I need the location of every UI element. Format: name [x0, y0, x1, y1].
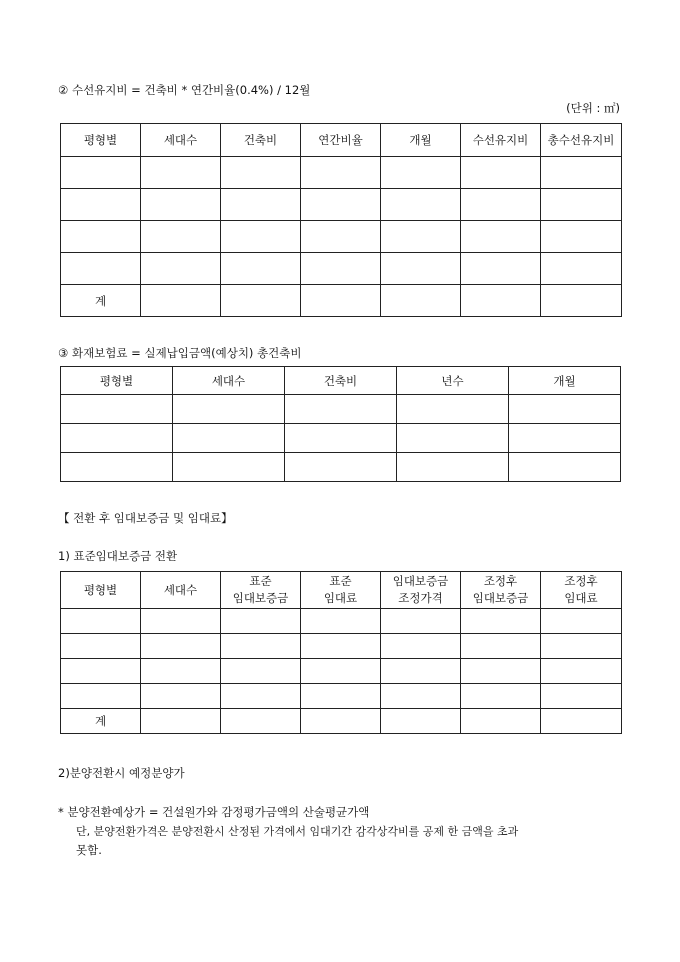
column-header: 건축비 — [285, 367, 397, 395]
column-header: 년수 — [397, 367, 509, 395]
table-row — [61, 453, 621, 482]
column-header: 평형별 — [61, 572, 141, 609]
column-header: 총수선유지비 — [541, 124, 622, 157]
column-header: 세대수 — [141, 124, 221, 157]
sale-heading: 2)분양전환시 예정분양가 — [58, 766, 185, 780]
column-header: 평형별 — [61, 124, 141, 157]
section-title: 【 전환 후 임대보증금 및 임대료】 — [58, 511, 233, 525]
table-row — [61, 634, 622, 659]
column-header: 세대수 — [173, 367, 285, 395]
table-row — [61, 221, 622, 253]
column-header — [461, 572, 541, 609]
header-line-2: 임대보증금 — [232, 591, 289, 605]
table-total-row — [61, 709, 622, 734]
column-header: 개월 — [381, 124, 461, 157]
insurance-table — [60, 366, 621, 482]
total-label: 계 — [61, 285, 141, 317]
deposit-table — [60, 571, 622, 734]
column-header: 건축비 — [221, 124, 301, 157]
header-line-2: 조정가격 — [398, 591, 443, 605]
table-row — [61, 684, 622, 709]
table-row — [61, 424, 621, 453]
column-header — [541, 572, 622, 609]
column-header: 수선유지비 — [461, 124, 541, 157]
table-header-row — [61, 367, 621, 395]
column-header — [221, 572, 301, 609]
column-header: 평형별 — [61, 367, 173, 395]
sale-note-line-3: 못함. — [76, 843, 102, 857]
column-header: 연간비율 — [301, 124, 381, 157]
column-header: 세대수 — [141, 572, 221, 609]
column-header — [381, 572, 461, 609]
deposit-heading: 1) 표준임대보증금 전환 — [58, 549, 178, 563]
header-line-1: 표준 — [329, 574, 352, 588]
header-line-2: 임대료 — [564, 591, 598, 605]
table-row — [61, 659, 622, 684]
header-line-2: 임대보증금 — [472, 591, 529, 605]
header-line-1: 표준 — [249, 574, 272, 588]
header-line-2: 임대료 — [323, 591, 358, 605]
table-row — [61, 157, 622, 189]
table-row — [61, 609, 622, 634]
table-row — [61, 189, 622, 221]
table-header-row — [61, 572, 622, 609]
column-header: 개월 — [509, 367, 621, 395]
total-label: 계 — [61, 709, 141, 734]
maintenance-table — [60, 123, 622, 317]
table-total-row — [61, 285, 622, 317]
table-row — [61, 253, 622, 285]
header-line-1: 조정후 — [483, 574, 518, 588]
header-line-1: 조정후 — [564, 574, 598, 588]
sale-note-line-2: 단, 분양전환가격은 분양전환시 산정된 가격에서 임대기간 감각상각비를 공제 한 금액을 초과 — [76, 825, 519, 838]
header-line-1: 임대보증금 — [392, 574, 449, 588]
table-row — [61, 395, 621, 424]
unit-label: (단위 : ㎡) — [566, 101, 620, 115]
column-header — [301, 572, 381, 609]
sale-note-line-1: * 분양전환예상가 = 건설원가와 감정평가금액의 산술평균가액 — [58, 805, 370, 819]
table-header-row — [61, 124, 622, 157]
insurance-heading: ③ 화재보험료 = 실제납입금액(예상치) 총건축비 — [58, 346, 302, 360]
maintenance-heading: ② 수선유지비 = 건축비 * 연간비율(0.4%) / 12월 — [58, 83, 311, 97]
